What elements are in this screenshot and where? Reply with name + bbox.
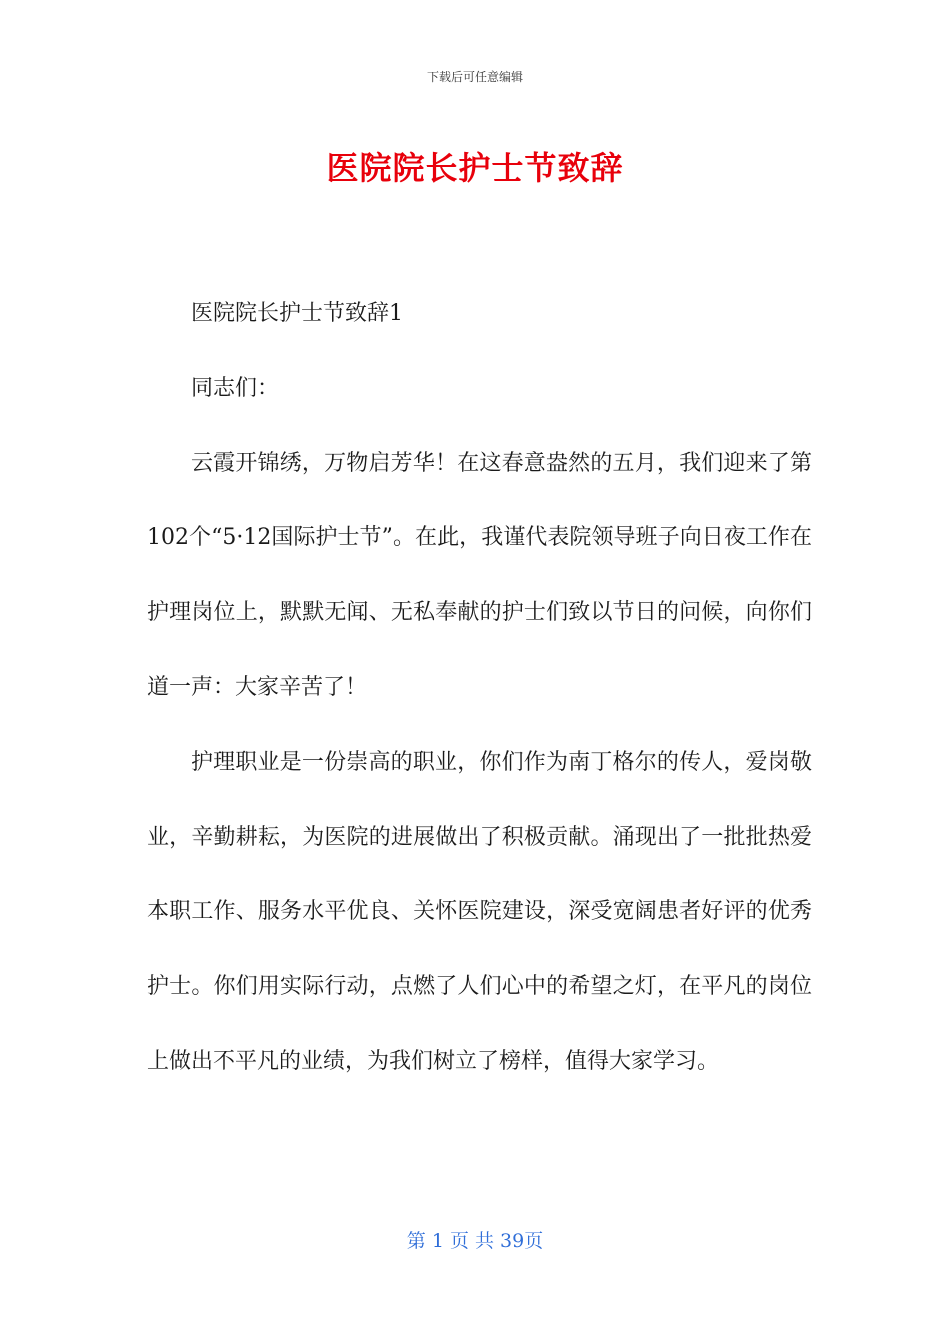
page-number-label: 第 1 页 共 39页	[406, 1230, 544, 1252]
document-body	[147, 277, 812, 1100]
paragraph-praise: 护理职业是一份崇高的职业，你们作为南丁格尔的传人，爱岗敬业，辛勤耕耘，为医院的进展做出了积极贡献。涌现出了一批批热爱本职工作、服务水平优良、关怀医院建设，深受宽阔患者好评的优秀护士。你们用实际行动，点燃了人们心中的希望之灯，在平凡的岗位上做出不平凡的业绩，为我们树立了榜样，值得大家学习。	[147, 749, 812, 1074]
paragraph-heading: 医院院长护士节致辞1	[191, 301, 403, 326]
document-title: 医院院长护士节致辞	[326, 149, 624, 187]
page-number	[0, 1226, 950, 1253]
header-note: 下载后可任意编辑	[426, 70, 523, 84]
paragraph-salutation: 同志们：	[191, 375, 280, 401]
paragraph-greeting: 云霞开锦绣，万物启芳华！在这春意盎然的五月，我们迎来了第102个“5·12国际护士节”。在此，我谨代表院领导班子向日夜工作在护理岗位上，默默无闻、无私奉献的护士们致以节日的问候，向你们道一声：大家辛苦了！	[147, 450, 812, 700]
